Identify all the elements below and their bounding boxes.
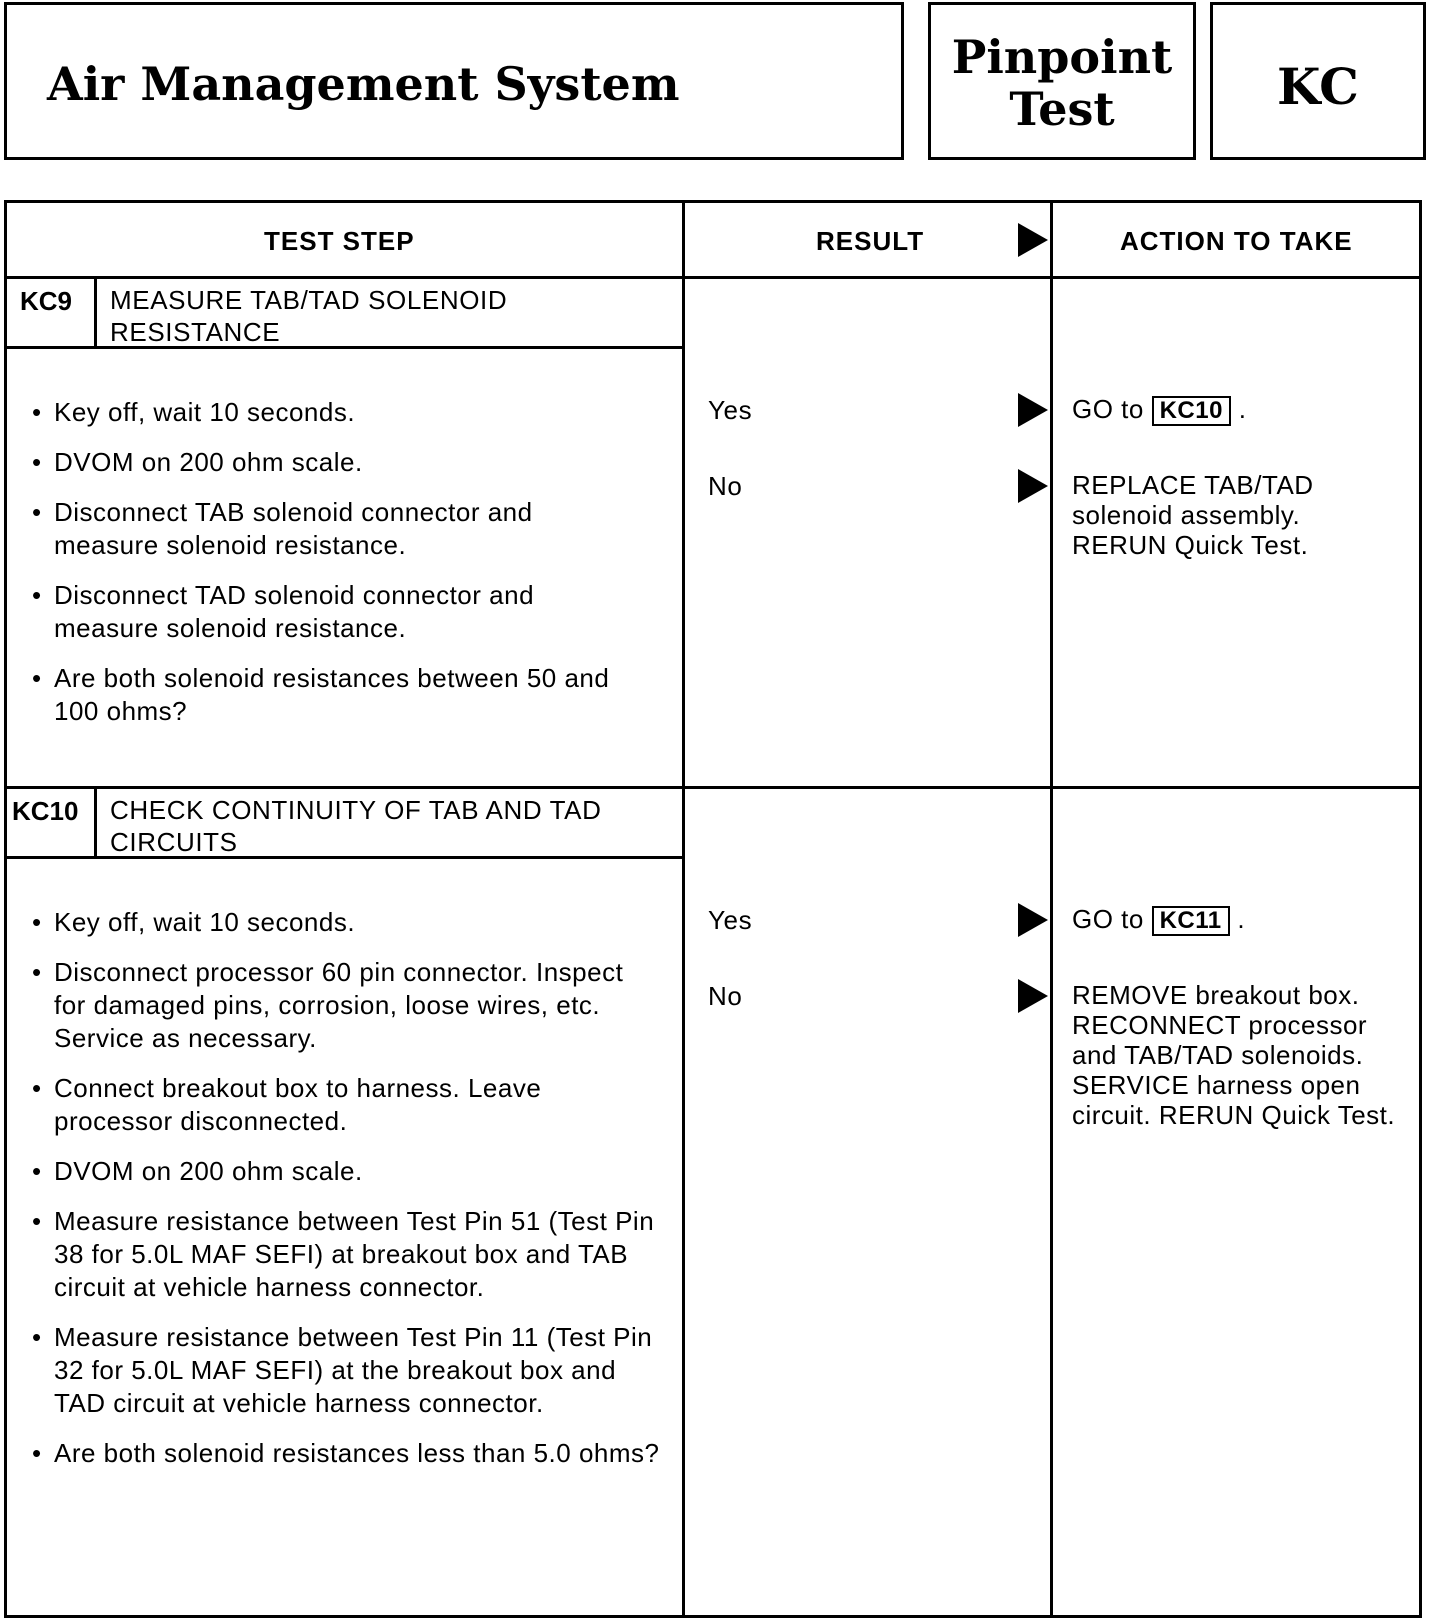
system-title: Air Management System: [47, 57, 680, 111]
table-border-right: [1419, 200, 1422, 1618]
kc9-id-divider: [94, 276, 97, 348]
list-item: • Disconnect TAD solenoid connector and measure solenoid resistance.: [32, 579, 642, 645]
column-header-result: RESULT: [816, 226, 925, 256]
result-arrow-icon: [1018, 979, 1048, 1013]
test-type-line2: Test: [1009, 82, 1115, 136]
list-item: • Measure resistance between Test Pin 11 (Test Pin 32 for 5.0L MAF SEFI) at the breakout box and TAD circuit at vehicle harness connector.: [32, 1321, 662, 1420]
step-ref-kc10[interactable]: KC10: [1152, 396, 1231, 426]
step-id-kc9: KC9: [20, 286, 73, 316]
test-type: [931, 31, 1193, 135]
list-item: • Are both solenoid resistances less than 5.0 ohms?: [32, 1437, 662, 1470]
action-kc10-yes: [1072, 904, 1412, 936]
list-item: • Key off, wait 10 seconds.: [32, 396, 642, 429]
list-item: • Connect breakout box to harness. Leave processor disconnected.: [32, 1072, 662, 1138]
action-kc10-no: REMOVE breakout box. RECONNECT processor and TAB/TAD solenoids. SERVICE harness open circuit. RERUN Quick Test.: [1072, 980, 1396, 1130]
list-item: • Disconnect TAB solenoid connector and measure solenoid resistance.: [32, 496, 642, 562]
header-test-code-box: [1210, 2, 1426, 160]
table-border-left: [4, 200, 7, 1618]
action-text: GO to: [1072, 394, 1144, 424]
action-suffix: .: [1237, 904, 1246, 934]
action-kc9-yes: [1072, 394, 1412, 426]
table-border-bottom: [4, 1615, 1422, 1618]
column-header-test-step: TEST STEP: [264, 226, 415, 256]
kc10-id-divider: [94, 786, 97, 858]
pinpoint-test-table: [4, 200, 1422, 1618]
list-item: • Are both solenoid resistances between 50 and 100 ohms?: [32, 662, 642, 728]
result-no-kc10: No: [708, 981, 743, 1011]
action-suffix: .: [1238, 394, 1247, 424]
step-title-kc10-line2: CIRCUITS: [110, 827, 238, 857]
result-arrow-icon: [1018, 903, 1048, 937]
step-title-kc9-line2: RESISTANCE: [110, 317, 281, 347]
result-yes-kc9: Yes: [708, 395, 753, 425]
divider-action: [1050, 200, 1053, 1618]
divider-result: [682, 200, 685, 1618]
step-row-divider: [4, 786, 1422, 789]
result-yes-kc10: Yes: [708, 905, 753, 935]
list-item: • DVOM on 200 ohm scale.: [32, 446, 642, 479]
column-header-action: ACTION TO TAKE: [1120, 226, 1353, 256]
header-row-divider: [4, 276, 1422, 279]
step-title-kc9-line1: MEASURE TAB/TAD SOLENOID: [110, 285, 508, 315]
list-item: • DVOM on 200 ohm scale.: [32, 1155, 662, 1188]
step-kc10-instructions: [32, 906, 662, 1487]
list-item: • Key off, wait 10 seconds.: [32, 906, 662, 939]
step-ref-kc11[interactable]: KC11: [1152, 906, 1230, 936]
step-title-kc10: [110, 794, 601, 858]
table-border-top: [4, 200, 1422, 203]
step-id-kc10: KC10: [12, 796, 79, 826]
action-text: GO to: [1072, 904, 1144, 934]
list-item: • Measure resistance between Test Pin 51 (Test Pin 38 for 5.0L MAF SEFI) at breakout box and TAB circuit at vehicle harness connector.: [32, 1205, 662, 1304]
step-kc9-instructions: [32, 396, 642, 745]
test-code: KC: [1277, 57, 1359, 116]
list-item: • Disconnect processor 60 pin connector. Inspect for damaged pins, corrosion, loose wires, etc. Service as necessary.: [32, 956, 662, 1055]
header-arrow-icon: [1018, 223, 1048, 257]
action-kc9-no: REPLACE TAB/TAD solenoid assembly. RERUN Quick Test.: [1072, 470, 1314, 560]
step-title-kc10-line1: CHECK CONTINUITY OF TAB AND TAD: [110, 795, 602, 825]
header-title-box: [4, 2, 904, 160]
header-test-type-box: [928, 2, 1196, 160]
result-no-kc9: No: [708, 471, 743, 501]
step-title-kc9: [110, 284, 507, 348]
result-arrow-icon: [1018, 469, 1048, 503]
test-type-line1: Pinpoint: [951, 30, 1173, 84]
result-arrow-icon: [1018, 393, 1048, 427]
